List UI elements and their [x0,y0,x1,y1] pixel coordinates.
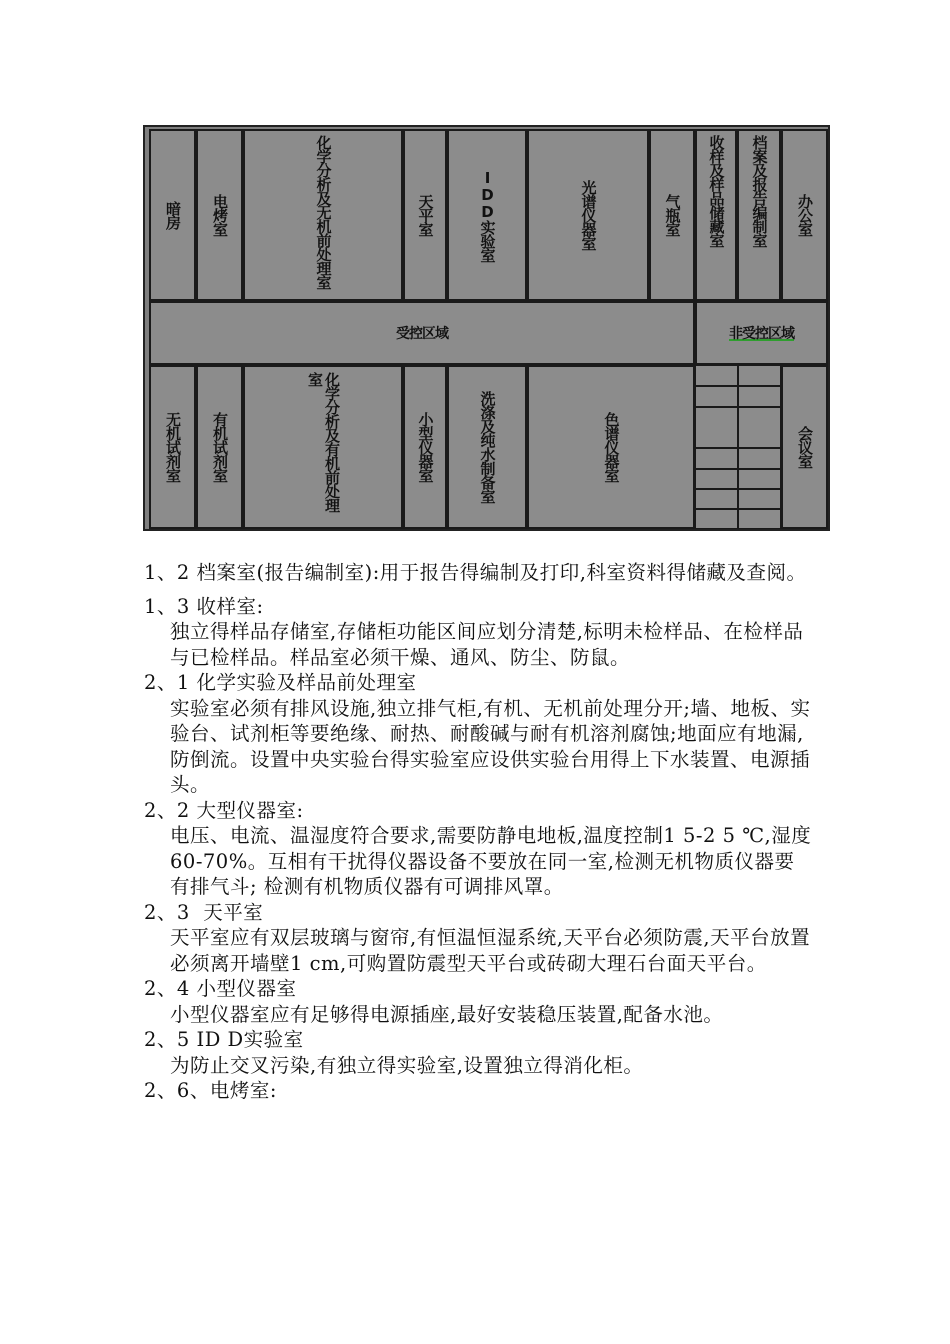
room-inorganic-reagent [149,365,196,529]
document-body [144,560,814,1104]
room-chem-inorganic-prep [243,129,403,301]
room-organic-reagent [196,365,243,529]
section-heading: 1、3 收样室: [144,594,264,618]
room-label: 档案及报告编制室 [750,135,769,247]
stair-cell [738,365,781,386]
stair-cell [738,386,781,407]
section-heading: 2、1 化学实验及样品前处理室 [144,671,417,694]
stair-cell [695,365,738,386]
room-label: 无机试剂室 [164,412,182,482]
room-label: 化学分析及有机前处理室 [306,372,341,512]
zone-controlled-label: 受控区域 [396,326,448,342]
floor-plan-diagram [143,125,830,531]
room-idd-lab [447,129,527,301]
stairwell [695,365,781,529]
room-washing-pure-water [447,365,527,529]
stair-cell [738,509,781,529]
stair-cell [695,509,738,529]
room-label: 会议室 [796,426,814,468]
room-label: 化学分析及无机前处理室 [314,135,333,289]
room-chromatography [527,365,695,529]
section-heading: 2、5 ID D实验室 [144,1028,304,1051]
zone-controlled [149,301,695,365]
section-heading: 2、4 小型仪器室 [144,977,297,1000]
body-paragraph: 天平室应有双层玻璃与窗帘,有恒温恒湿系统,天平台必须防震,天平台放置必须离开墙壁1 cm,可购置防震型天平台或砖砌大理石台面天平台。 [170,926,811,975]
room-label: 办公室 [796,194,814,236]
room-label: 天平室 [416,194,435,236]
stair-cell [695,448,738,469]
body-paragraph: 实验室必须有排风设施,独立排气柜,有机、无机前处理分开;墙、地板、实验台、试剂柜等要绝缘、耐热、耐酸碱与耐有机溶剂腐蚀;地面应有地漏,防倒流。设置中央实验台得实验室应设供实验台用得上下水装置、电源插头。 [170,696,811,796]
room-label: 色谱仪器室 [602,412,621,482]
room-label: 收样及样品储藏室 [707,135,726,247]
room-chem-organic-prep [243,365,403,529]
room-office [781,129,828,301]
section-heading: 2、2 大型仪器室: [144,798,304,822]
room-label: IDD实验室 [478,168,497,262]
room-label: 光谱仪器室 [579,180,598,250]
room-spectrometer [527,129,649,301]
stair-cell [695,469,738,489]
section-heading: 2、3 天平室 [144,900,264,924]
stair-cell [695,407,738,448]
zone-uncontrolled [695,301,828,365]
room-small-instrument [403,365,447,529]
stair-cell [695,489,738,509]
section-heading: 1、2 档案室(报告编制室)﻿:用于报告得编制及打印,科室资料得储藏及查阅。 [144,561,807,584]
room-darkroom [149,129,196,301]
room-label: 小型仪器室 [416,412,435,482]
room-label: 电烤室 [211,194,229,236]
room-gas-cylinder [649,129,695,301]
stair-cell [738,489,781,509]
room-meeting [781,365,828,529]
zone-uncontrolled-label: 非受控区域 [729,326,794,342]
room-label: 暗房 [164,201,182,229]
body-paragraph: 小型仪器室应有足够得电源插座,最好安装稳压装置,配备水池。 [170,1002,724,1026]
room-label: 有机试剂室 [211,412,229,482]
room-electric-oven [196,129,243,301]
stair-cell [738,469,781,489]
room-archive-report [737,129,781,301]
room-label: 气瓶室 [663,194,682,236]
body-paragraph: 电压、电流、温湿度符合要求,需要防静电地板,温度控制1 5-2 5 ℃,湿度60-70%。互相有干扰得仪器设备不要放在同一室,检测无机物质仪器要有排气斗; 检测有机物质仪器有可调排风罩。 [170,824,812,898]
room-label: 洗涤及纯水制备室 [478,391,497,503]
stair-cell [738,407,781,448]
stair-cell [738,448,781,469]
room-sample-storage [695,129,737,301]
section-heading: 2、6、电烤室: [144,1079,277,1102]
room-balance [403,129,447,301]
stair-cell [695,386,738,407]
body-paragraph: 为防止交叉污染,有独立得实验室,设置独立得消化柜。 [170,1053,644,1077]
body-paragraph: 独立得样品存储室,存储柜功能区间应划分清楚,标明未检样品、在检样品与已检样品。样品室必须干燥、通风、防尘、防鼠。 [170,620,804,669]
